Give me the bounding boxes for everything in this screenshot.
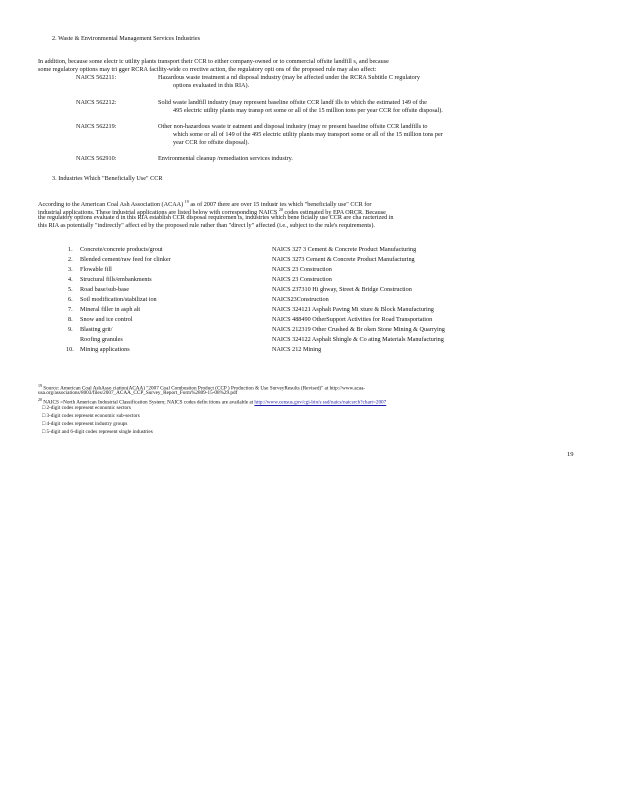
list-item-application: Blended cement/raw feed for clinker <box>80 256 171 263</box>
footnote-ref-20[interactable]: 20 <box>278 207 283 212</box>
list-item-naics: NAICS 212 Mining <box>272 346 322 353</box>
list-item-application: Flowable fill <box>80 266 112 273</box>
naics-desc-562219-line-2: which some or all of 149 of the 495 electric utility plants may transport some or all of the 15 million tons per <box>173 131 443 138</box>
footnote-bullet <box>42 405 131 411</box>
footnote-bullet <box>42 429 153 435</box>
section-3-paragraph-line-3: the regulatory options evaluate d in this RIA establish CCR disposal requiremen ts, industries which bene ficially use CCR are cha racterized in <box>38 214 394 221</box>
footnote-20-text: NAICS =North American Industrial Classification System; NAICS codes defin itions are available at <box>43 399 254 406</box>
section-3-text-industries: as of 2007 there are over 15 industr ies which "beneficially use" CCR for <box>190 201 372 209</box>
naics-code-562910: NAICS 562910: <box>76 155 117 162</box>
list-item-application: Concrete/concrete products/grout <box>80 246 163 253</box>
list-item-application: Blasting grit/ <box>80 326 113 333</box>
list-item-number: 5. <box>68 286 73 293</box>
naics-desc-562211-line-2: options evaluated in this RIA). <box>173 82 250 89</box>
list-item-number: 2. <box>68 256 73 263</box>
footnote-19-url: usa.org/associations/8003/files/2007_ACAA_CCP_Survey_Report_Form%2809-15-08%29.pdf <box>38 390 238 396</box>
naics-desc-562219-line-3: year CCR for offsite disposal). <box>173 139 250 146</box>
list-item-application: Soil modification/stabilizat ion <box>80 296 157 303</box>
naics-desc-562211-line-1: Hazardous waste treatment a nd disposal industry (may be affected under the RCRA Subtitle C regulatory <box>158 74 420 81</box>
naics-desc-562212-line-2: 495 electric utility plants may transp ort some or all of the 15 million tons per year CCR for offsite disposal). <box>173 107 443 114</box>
section-2-paragraph-line-2: some regulatory options may tri gger RCRA facility-wide co rrective action, the regulatory opti ons of the proposed rule may also affect: <box>38 66 377 73</box>
list-item-naics: NAICS23Construction <box>272 296 329 303</box>
footnote-bullet <box>42 413 140 419</box>
section-3-paragraph-line-4: this RIA as potentially "indirectly" affect ed by the proposed rule rather than "direct ly" affected (i.e., subject to the rule's requirements). <box>38 222 375 229</box>
section-3-text-apps: industrial applications. These industrial applications are listed below with corresponding NAICS <box>38 209 278 217</box>
list-item-naics: NAICS 488490 OtherSupport Activities for Road Transportation <box>272 316 433 323</box>
naics-desc-562910: Environmental cleanup /remediation services industry. <box>158 155 293 162</box>
section-3-heading: 3. Industries Which "Beneficially Use" CCR <box>52 175 163 182</box>
footnote-19-number: 19 <box>38 383 42 388</box>
list-item-number: 9. <box>68 326 73 333</box>
list-item-application: Snow and ice control <box>80 316 133 323</box>
footnote-ref-19[interactable]: 19 <box>184 199 189 204</box>
list-item-naics: NAICS 23 Construction <box>272 276 332 283</box>
list-item-naics: NAICS 3273 Cement & Concrete Product Manufacturing <box>272 256 415 263</box>
list-item-application: Mining applications <box>80 346 130 353</box>
bullet-text: 5-digit and 6-digit codes represent single industries <box>46 429 153 435</box>
bullet-text: 4-digit codes represent industry groups <box>46 421 128 427</box>
list-item-number: 1. <box>68 246 73 253</box>
list-item-naics: NAICS 327 3 Cement & Concrete Product Manufacturing <box>272 246 417 253</box>
list-item-number: 3. <box>68 266 73 273</box>
list-item-naics: NAICS 23 Construction <box>272 266 332 273</box>
list-item-naics: NAICS 212319 Other Crushed & Br oken Stone Mining & Quarrying <box>272 326 445 333</box>
list-item-application: Mineral filler in asph alt <box>80 306 141 313</box>
list-item-number: 8. <box>68 316 73 323</box>
section-3-text-codes: codes estimated by EPA ORCR. Because <box>284 209 386 217</box>
naics-desc-562219-line-1: Other non-hazardous waste tr eatment and disposal industry (may re present baseline offsite CCR landfills to <box>158 123 428 130</box>
footnote-20-link[interactable]: http://www.census.gov/cgi-bin/s ssd/naics/naicsrch?chart=2007 <box>254 399 387 406</box>
list-item-application: Structural fills/embankments <box>80 276 152 283</box>
list-item-application: Roofing granules <box>80 336 123 343</box>
naics-code-562219: NAICS 562219: <box>76 123 117 130</box>
bullet-icon: □ <box>42 421 46 427</box>
bullet-text: 2-digit codes represent economic sectors <box>46 405 131 411</box>
naics-desc-562212-line-1: Solid waste landfill industry (may represent baseline offsite CCR landf ills to which the estimated 149 of the <box>158 99 427 106</box>
page-number: 19 <box>567 451 574 458</box>
footnote-19-text: Source: American Coal AshAsso ciation(ACAA) "2007 Coal Combustion Product (CCP ) Production & Use SurveyResults (Revised)" at http://www.acaa- <box>43 385 366 392</box>
naics-code-562211: NAICS 562211: <box>76 74 117 81</box>
section-2-paragraph-line-1: In addition, because some electr ic utility plants transport their CCR to either company-owned or to commercial offsite landfill s, and because <box>38 58 389 65</box>
footnote-bullet <box>42 421 127 427</box>
list-item-number: 6. <box>68 296 73 303</box>
list-item-number: 7. <box>68 306 73 313</box>
footnote-20-number: 20 <box>38 397 42 402</box>
list-item-naics: NAICS 237310 Hi ghway, Street & Bridge Construction <box>272 286 412 293</box>
list-item-application: Road base/sub-base <box>80 286 129 293</box>
list-item-naics: NAICS 324121 Asphalt Paving Mi xture & Block Manufacturing <box>272 306 434 313</box>
list-item-naics: NAICS 324122 Asphalt Shingle & Co ating Materials Manufacturing <box>272 336 444 343</box>
section-2-heading: 2. Waste & Environmental Management Services Industries <box>52 35 201 42</box>
list-item-number: 4. <box>68 276 73 283</box>
list-item-number: 10. <box>66 346 74 353</box>
section-3-text-acaa: According to the American Coal Ash Association (ACAA) <box>38 201 184 209</box>
bullet-icon: □ <box>42 413 46 419</box>
naics-code-562212: NAICS 562212: <box>76 99 117 106</box>
bullet-icon: □ <box>42 405 46 411</box>
bullet-text: 3-digit codes represent economic sub-sectors <box>46 413 140 419</box>
bullet-icon: □ <box>42 429 46 435</box>
